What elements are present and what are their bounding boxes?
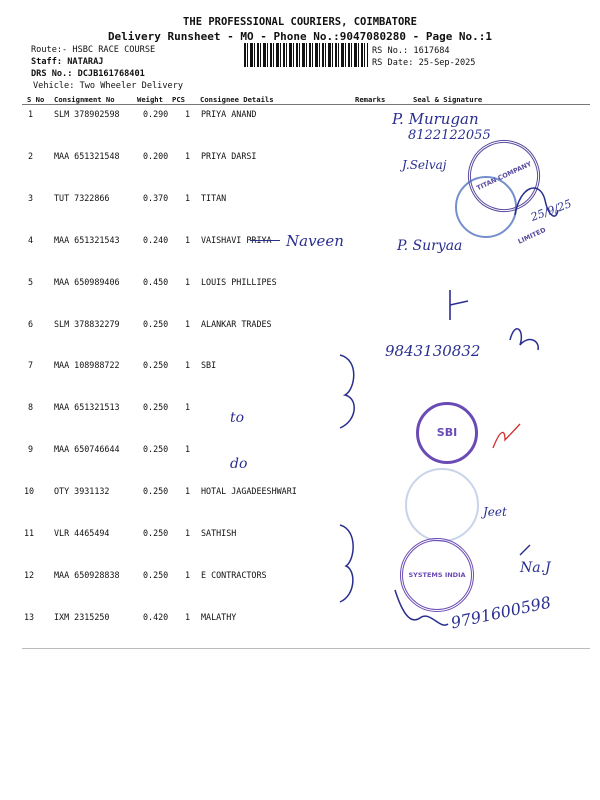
row-consignee: VAISHAVI PRIYA: [201, 235, 272, 245]
systems-india-stamp: SYSTEMS INDIA: [400, 538, 474, 612]
runsheet-subtitle: Delivery Runsheet - MO - Phone No.:9047080280 - Page No.:1: [107, 30, 493, 43]
row-consignment: MAA 108988722: [54, 360, 120, 370]
handwritten-signature: P. Murugan: [392, 110, 479, 128]
row-pcs: 1: [185, 235, 191, 245]
sbi-stamp: SBI: [416, 402, 478, 464]
row-pcs: 1: [185, 151, 191, 161]
row-weight: 0.250: [143, 486, 169, 496]
row-consignee: PRIYA ANAND: [201, 109, 257, 119]
row-sno: 7: [28, 360, 34, 370]
row-consignment: SLM 378902598: [54, 109, 120, 119]
route-label: Route:- HSBC RACE COURSE: [31, 45, 156, 55]
row-sno: 2: [28, 151, 34, 161]
row-weight: 0.250: [143, 360, 169, 370]
row-consignment: MAA 651321513: [54, 402, 120, 412]
signature-mark: [450, 290, 468, 320]
row-sno: 5: [28, 277, 34, 287]
row-consignment: MAA 651321543: [54, 235, 120, 245]
row-consignment: VLR 4465494: [54, 528, 110, 538]
row-weight: 0.250: [143, 528, 169, 538]
row-consignee: LOUIS PHILLIPES: [201, 277, 277, 287]
row-consignment: MAA 650746644: [54, 444, 120, 454]
brace-mark: [340, 525, 353, 602]
row-consignee: SBI: [201, 360, 217, 370]
row-consignment: MAA 651321548: [54, 151, 120, 161]
titan-company-stamp: TITAN COMPANY LIMITED: [456, 128, 552, 224]
vehicle-label: Vehicle: Two Wheeler Delivery: [33, 81, 184, 91]
signature-scribble: [510, 329, 538, 350]
col-weight: Weight: [137, 95, 163, 104]
row-weight: 0.250: [143, 319, 169, 329]
row-consignee: HOTAL JAGADEESHWARI: [201, 486, 297, 496]
row-sno: 1: [28, 109, 34, 119]
row-weight: 0.370: [143, 193, 169, 203]
row-pcs: 1: [185, 444, 191, 454]
row-weight: 0.240: [143, 235, 169, 245]
row-consignment: MAA 650989406: [54, 277, 120, 287]
row-sno: 9: [28, 444, 34, 454]
row-sno: 10: [24, 486, 35, 496]
handwritten-signature: Na.J: [520, 560, 551, 576]
signature-mark: [520, 545, 530, 555]
rs-number: RS No.: 1617684: [372, 46, 450, 56]
row-consignee: TITAN: [201, 193, 227, 203]
row-pcs: 1: [185, 402, 191, 412]
row-weight: 0.450: [143, 277, 169, 287]
col-consignment: Consignment No: [54, 95, 115, 104]
row-consignment: IXM 2315250: [54, 612, 110, 622]
row-consignment: SLM 378832279: [54, 319, 120, 329]
row-pcs: 1: [185, 193, 191, 203]
row-weight: 0.290: [143, 109, 169, 119]
drs-number: DRS No.: DCJB161768401: [31, 69, 145, 79]
handwritten-signature: J.Selvaj: [402, 158, 447, 172]
handwritten-phone: 9843130832: [385, 342, 481, 360]
row-consignee: MALATHY: [201, 612, 237, 622]
handwritten-signature: Jeet: [483, 505, 507, 519]
row-weight: 0.250: [143, 570, 169, 580]
row-consignee: E CONTRACTORS: [201, 570, 267, 580]
handwritten-signature: P. Suryaa: [397, 238, 463, 254]
brace-mark: [340, 355, 354, 428]
company-title: THE PROFESSIONAL COURIERS, COIMBATORE: [183, 16, 417, 28]
handwritten-name: Naveen: [286, 232, 344, 250]
row-pcs: 1: [185, 612, 191, 622]
row-consignment: MAA 650928838: [54, 570, 120, 580]
row-pcs: 1: [185, 486, 191, 496]
row-pcs: 1: [185, 319, 191, 329]
staff-label: Staff: NATARAJ: [31, 57, 104, 67]
row-consignee: SATHISH: [201, 528, 237, 538]
row-sno: 6: [28, 319, 34, 329]
handwritten-phone: 9791600598: [449, 592, 553, 633]
rs-date: RS Date: 25-Sep-2025: [372, 58, 476, 68]
row-weight: 0.200: [143, 151, 169, 161]
row-sno: 12: [24, 570, 35, 580]
row-sno: 13: [24, 612, 35, 622]
row-sno: 4: [28, 235, 34, 245]
row-weight: 0.250: [143, 444, 169, 454]
row-consignee: PRIYA DARSI: [201, 151, 257, 161]
signature-scribble: [395, 590, 448, 625]
col-remarks: Remarks: [355, 95, 386, 104]
handwritten-note: to: [230, 410, 245, 426]
row-sno: 11: [24, 528, 35, 538]
row-consignee: ALANKAR TRADES: [201, 319, 272, 329]
col-pcs: PCS: [172, 95, 185, 104]
handwritten-note: do: [230, 456, 248, 472]
row-weight: 0.420: [143, 612, 169, 622]
row-pcs: 1: [185, 277, 191, 287]
col-sno: S No: [27, 95, 45, 104]
row-consignment: OTY 3931132: [54, 486, 110, 496]
row-weight: 0.250: [143, 402, 169, 412]
handwritten-date: 25/9/25: [529, 197, 574, 224]
row-pcs: 1: [185, 109, 191, 119]
row-pcs: 1: [185, 360, 191, 370]
row-sno: 8: [28, 402, 34, 412]
row-sno: 3: [28, 193, 34, 203]
row-pcs: 1: [185, 570, 191, 580]
row-consignment: TUT 7322866: [54, 193, 110, 203]
row-pcs: 1: [185, 528, 191, 538]
handwritten-phone: 8122122055: [408, 128, 491, 143]
col-consignee: Consignee Details: [200, 95, 274, 104]
red-tick-mark: [493, 424, 520, 448]
signature-scribble: [515, 188, 558, 216]
col-seal-signature: Seal & Signature: [413, 95, 483, 104]
